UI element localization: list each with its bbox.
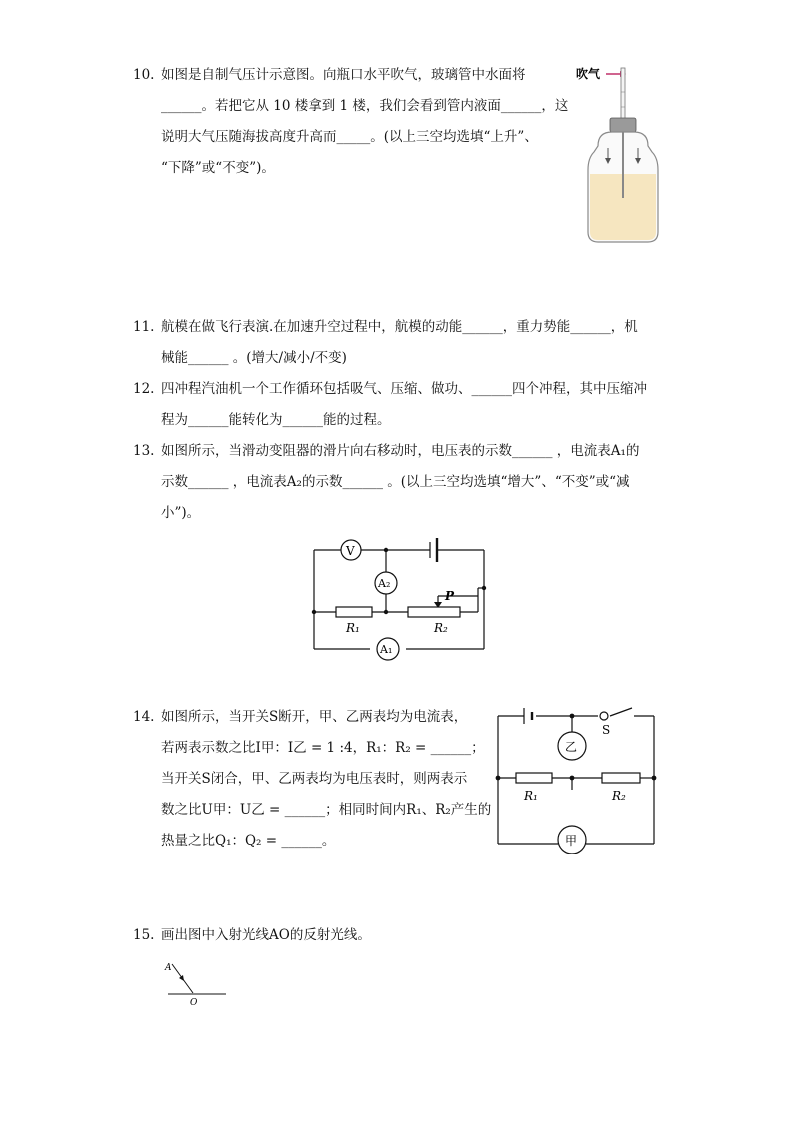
question-text xyxy=(161,436,639,529)
question-line: 示数______ ，电流表A₂的示数______ 。(以上三空均选填“增大”、“不变”或“减 xyxy=(161,474,630,490)
r1-label: R₁ xyxy=(524,789,538,803)
resistor-r1 xyxy=(336,607,372,617)
question-line: 小”)。 xyxy=(161,505,201,521)
question-text xyxy=(161,920,371,951)
blow-label: 吹气 xyxy=(576,67,601,81)
question-number: 12. xyxy=(133,381,155,397)
bottle-cap xyxy=(610,118,636,132)
r1-label: R₁ xyxy=(346,621,360,635)
question-text xyxy=(161,702,491,857)
question-line: 如图所示，当滑动变阻器的滑片向右移动时，电压表的示数______ ，电流表A₁的 xyxy=(161,443,640,459)
question-line: 械能______ 。(增大/减小/不变) xyxy=(161,350,347,366)
circuit-figure-13 xyxy=(306,536,492,664)
slider-label: P xyxy=(445,589,455,603)
question-line: 程为______能转化为______能的过程。 xyxy=(161,412,391,428)
question-text xyxy=(161,60,568,184)
question-line: ______。若把它从 10 楼拿到 1 楼，我们会看到管内液面______，这 xyxy=(161,98,569,114)
resistor-r2 xyxy=(602,773,640,783)
point-a-label: A xyxy=(165,963,172,973)
switch-label: S xyxy=(602,723,611,737)
question-number: 15. xyxy=(133,927,155,943)
question-number: 14. xyxy=(133,709,155,725)
question-number: 10. xyxy=(133,67,155,83)
question-line: 航模在做飞行表演.在加速升空过程中，航模的动能______，重力势能______，机 xyxy=(161,319,638,335)
question-text xyxy=(161,312,638,374)
resistor-r1 xyxy=(516,773,552,783)
question-line: 若两表示数之比I甲：I乙 = 1 :4，R₁：R₂ = ______； xyxy=(161,740,485,756)
question-line: 说明大气压随海拔高度升高而_____。(以上三空均选填“上升”、 xyxy=(161,129,538,145)
question-line: “下降”或“不变”)。 xyxy=(161,160,275,176)
r2-label: R₂ xyxy=(612,789,626,803)
question-line: 画出图中入射光线AO的反射光线。 xyxy=(161,927,371,943)
r2-label: R₂ xyxy=(434,621,448,635)
barometer-figure xyxy=(572,62,664,248)
question-number: 11. xyxy=(133,319,155,335)
question-number: 13. xyxy=(133,443,155,459)
question-line: 四冲程汽油机一个工作循环包括吸气、压缩、做功、______四个冲程，其中压缩冲 xyxy=(161,381,647,397)
ammeter-a1-label: A₁ xyxy=(380,643,393,656)
circuit-figure-14 xyxy=(494,704,660,854)
reflection-figure xyxy=(160,956,232,1008)
ray-arrow-icon xyxy=(179,975,184,981)
rheostat-r2 xyxy=(408,607,460,617)
question-text xyxy=(161,374,647,436)
ammeter-a2-label: A₂ xyxy=(378,577,391,590)
meter-yi-label: 乙 xyxy=(565,740,578,754)
question-line: 热量之比Q₁：Q₂ = ______。 xyxy=(161,833,336,849)
voltmeter-label: V xyxy=(346,544,355,558)
question-line: 如图所示，当开关S断开，甲、乙两表均为电流表， xyxy=(161,709,468,725)
switch-icon xyxy=(610,708,632,716)
point-o-label: O xyxy=(190,998,198,1008)
question-line: 数之比U甲：U乙 = ______；相同时间内R₁、R₂产生的 xyxy=(161,802,492,818)
meter-jia-label: 甲 xyxy=(565,834,578,848)
question-line: 如图是自制气压计示意图。向瓶口水平吹气，玻璃管中水面将 xyxy=(161,67,526,83)
question-line: 当开关S闭合，甲、乙两表均为电压表时，则两表示 xyxy=(161,771,468,787)
